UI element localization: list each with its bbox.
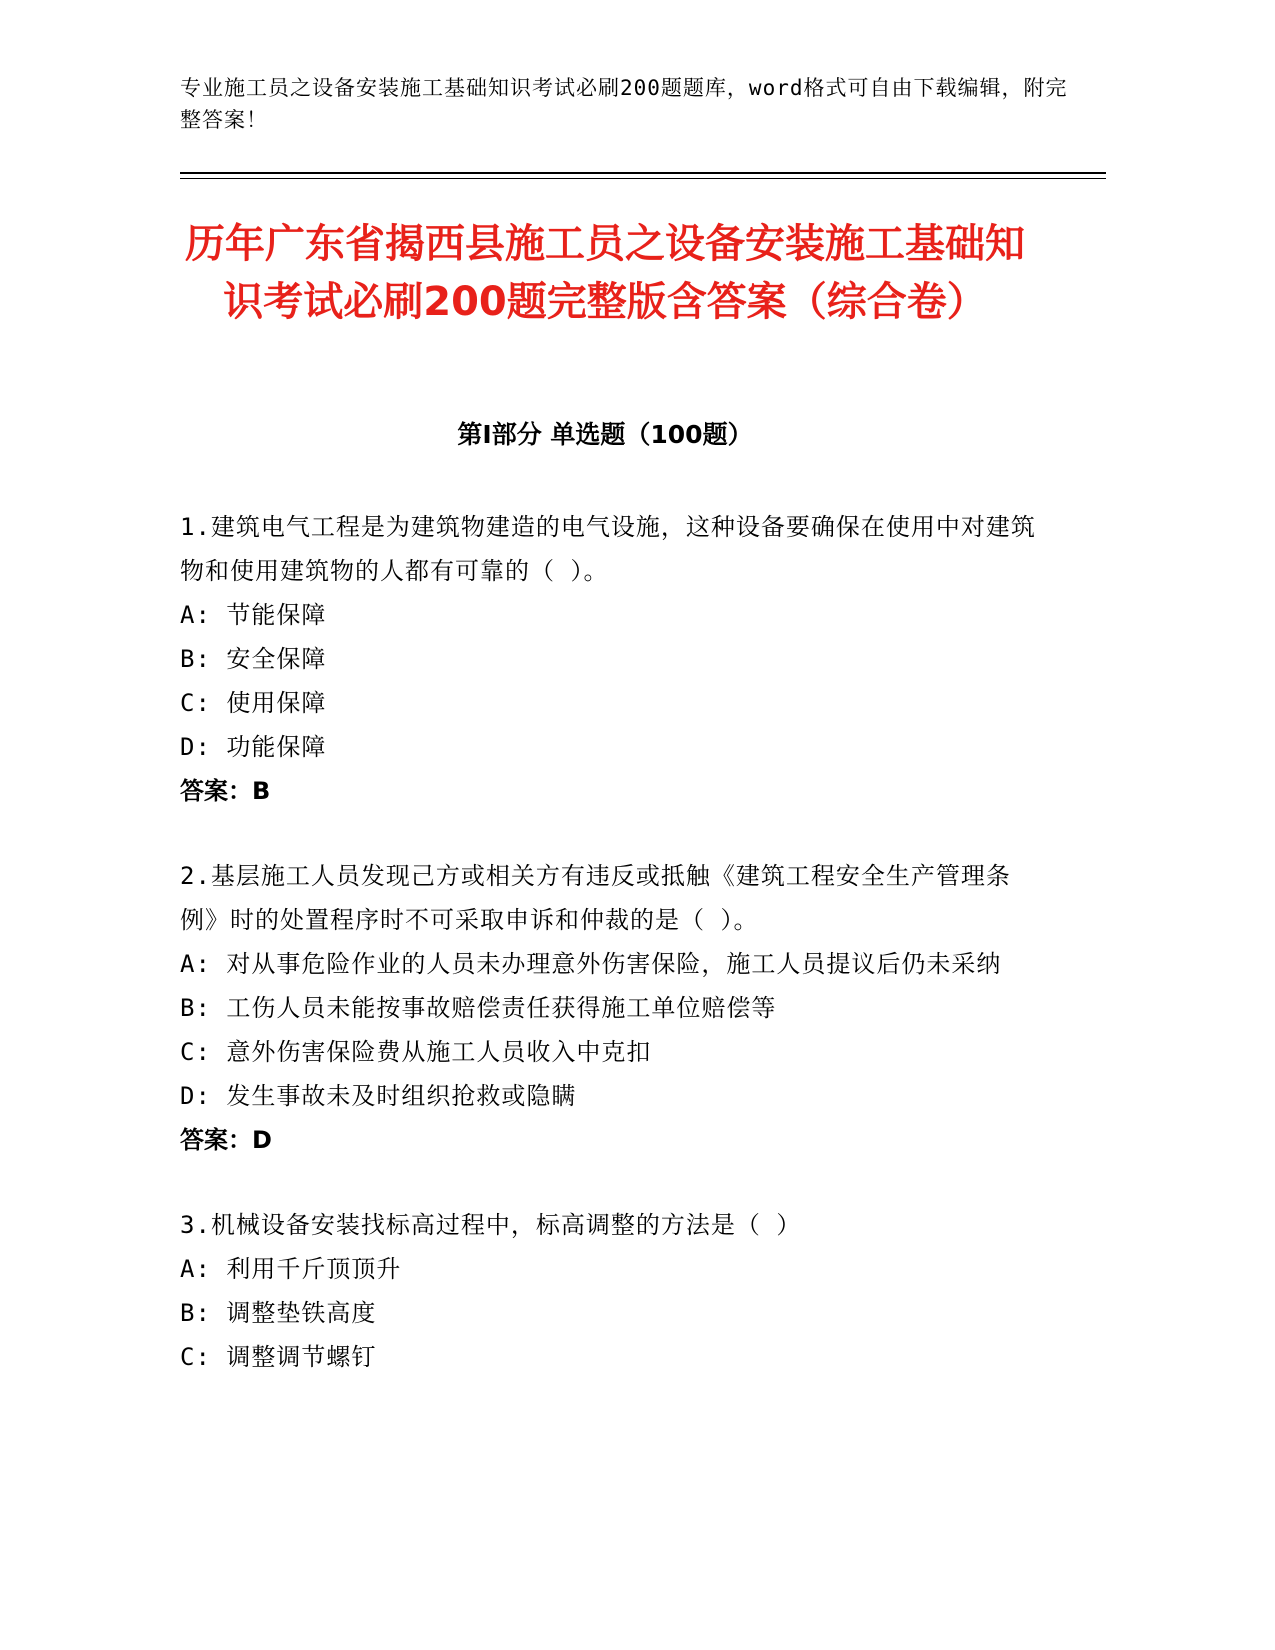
question-text: 3.机械设备安装找标高过程中，标高调整的方法是（ ）	[180, 1211, 802, 1239]
header-divider-thin	[180, 178, 1106, 179]
option-c: C: 调整调节螺钉	[180, 1343, 377, 1371]
option-b: B: 调整垫铁高度	[180, 1299, 377, 1327]
section-heading: 第Ⅰ部分 单选题（100题）	[457, 420, 753, 449]
option-a: A: 节能保障	[180, 601, 327, 629]
document-title: 历年广东省揭西县施工员之设备安装施工基础知识考试必刷200题完整版含答案（综合卷）	[185, 221, 1025, 325]
option-a: A: 对从事危险作业的人员未办理意外伤害保险，施工人员提议后仍未采纳	[180, 950, 1002, 978]
question-3	[180, 1203, 1040, 1379]
header-divider-thick	[180, 172, 1106, 174]
question-list	[180, 505, 1040, 1420]
option-c: C: 意外伤害保险费从施工人员收入中克扣	[180, 1038, 652, 1066]
option-b: B: 工伤人员未能按事故赔偿责任获得施工单位赔偿等	[180, 994, 777, 1022]
option-a: A: 利用千斤顶顶升	[180, 1255, 402, 1283]
header-note: 专业施工员之设备安装施工基础知识考试必刷200题题库，word格式可自由下载编辑，附完整答案！	[180, 76, 1068, 132]
option-c: C: 使用保障	[180, 689, 327, 717]
answer: 答案：D	[180, 1126, 272, 1154]
option-d: D: 发生事故未及时组织抢救或隐瞒	[180, 1082, 577, 1110]
question-text: 1.建筑电气工程是为建筑物建造的电气设施，这种设备要确保在使用中对建筑物和使用建筑物的人都有可靠的（ ）。	[180, 513, 1036, 585]
question-2	[180, 854, 1040, 1162]
option-b: B: 安全保障	[180, 645, 327, 673]
answer: 答案：B	[180, 777, 271, 805]
question-1	[180, 505, 1040, 813]
option-d: D: 功能保障	[180, 733, 327, 761]
question-text: 2.基层施工人员发现己方或相关方有违反或抵触《建筑工程安全生产管理条例》时的处置程序时不可采取申诉和仲裁的是（ ）。	[180, 862, 1011, 934]
